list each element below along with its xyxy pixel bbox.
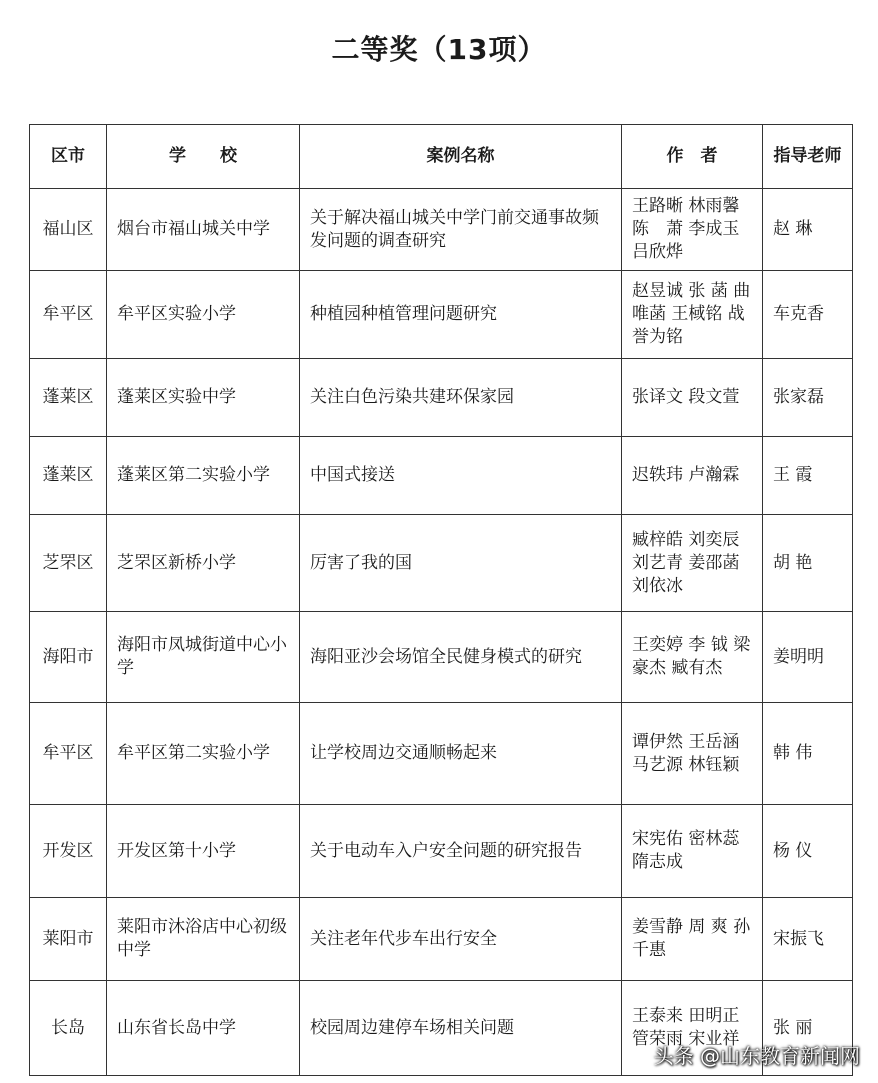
region-cell: 长岛: [30, 981, 107, 1076]
header-authors: 作 者: [622, 125, 763, 189]
case-cell: 让学校周边交通顺畅起来: [300, 703, 622, 805]
header-advisor: 指导老师: [763, 125, 853, 189]
award-table: [29, 124, 853, 1076]
authors-cell: 谭伊然 王岳涵 马艺源 林钰颖: [622, 703, 763, 805]
school-cell: 山东省长岛中学: [107, 981, 300, 1076]
school-cell: 海阳市凤城街道中心小学: [107, 612, 300, 703]
advisor-cell: 张 丽: [763, 981, 853, 1076]
region-cell: 蓬莱区: [30, 437, 107, 515]
page-title: 二等奖（13项）: [331, 33, 547, 66]
table-row: [30, 898, 853, 981]
header-region: 区市: [30, 125, 107, 189]
region-cell: 福山区: [30, 189, 107, 271]
advisor-cell: 张家磊: [763, 359, 853, 437]
case-cell: 校园周边建停车场相关问题: [300, 981, 622, 1076]
school-cell: 牟平区实验小学: [107, 271, 300, 359]
case-cell: 关注老年代步车出行安全: [300, 898, 622, 981]
table-row: [30, 437, 853, 515]
region-cell: 蓬莱区: [30, 359, 107, 437]
advisor-cell: 韩 伟: [763, 703, 853, 805]
table-row: [30, 612, 853, 703]
authors-cell: 宋宪佑 密林蕊 隋志成: [622, 805, 763, 898]
case-cell: 关于解决福山城关中学门前交通事故频发问题的调查研究: [300, 189, 622, 271]
table-row: [30, 515, 853, 612]
authors-cell: 王泰来 田明正 管荣雨 宋业祥: [622, 981, 763, 1076]
school-cell: 开发区第十小学: [107, 805, 300, 898]
authors-cell: 王路晰 林雨馨 陈 萧 李成玉 吕欣烨: [622, 189, 763, 271]
advisor-cell: 杨 仪: [763, 805, 853, 898]
header-case: 案例名称: [300, 125, 622, 189]
case-cell: 中国式接送: [300, 437, 622, 515]
case-cell: 海阳亚沙会场馆全民健身模式的研究: [300, 612, 622, 703]
header-school: 学 校: [107, 125, 300, 189]
school-cell: 莱阳市沐浴店中心初级中学: [107, 898, 300, 981]
region-cell: 牟平区: [30, 271, 107, 359]
case-cell: 关于电动车入户安全问题的研究报告: [300, 805, 622, 898]
case-cell: 厉害了我的国: [300, 515, 622, 612]
table-row: [30, 703, 853, 805]
authors-cell: 赵昱诚 张 菡 曲唯菡 王棫铭 战誉为铭: [622, 271, 763, 359]
advisor-cell: 姜明明: [763, 612, 853, 703]
school-cell: 烟台市福山城关中学: [107, 189, 300, 271]
region-cell: 莱阳市: [30, 898, 107, 981]
authors-cell: 张译文 段文萱: [622, 359, 763, 437]
region-cell: 芝罘区: [30, 515, 107, 612]
advisor-cell: 赵 琳: [763, 189, 853, 271]
authors-cell: 姜雪静 周 爽 孙千惠: [622, 898, 763, 981]
region-cell: 海阳市: [30, 612, 107, 703]
authors-cell: 王奕婷 李 钺 梁豪杰 臧有杰: [622, 612, 763, 703]
advisor-cell: 宋振飞: [763, 898, 853, 981]
authors-cell: 臧梓皓 刘奕辰 刘艺青 姜邵菡 刘依冰: [622, 515, 763, 612]
case-cell: 关注白色污染共建环保家园: [300, 359, 622, 437]
school-cell: 蓬莱区第二实验小学: [107, 437, 300, 515]
school-cell: 芝罘区新桥小学: [107, 515, 300, 612]
advisor-cell: 王 霞: [763, 437, 853, 515]
watermark: 头条 @山东教育新闻网: [653, 1044, 860, 1068]
case-cell: 种植园种植管理问题研究: [300, 271, 622, 359]
table-row: [30, 359, 853, 437]
school-cell: 蓬莱区实验中学: [107, 359, 300, 437]
region-cell: 开发区: [30, 805, 107, 898]
advisor-cell: 胡 艳: [763, 515, 853, 612]
table-header-row: [30, 125, 853, 189]
school-cell: 牟平区第二实验小学: [107, 703, 300, 805]
table-row: [30, 189, 853, 271]
advisor-cell: 车克香: [763, 271, 853, 359]
table-row: [30, 805, 853, 898]
region-cell: 牟平区: [30, 703, 107, 805]
table-row: [30, 271, 853, 359]
authors-cell: 迟轶玮 卢瀚霖: [622, 437, 763, 515]
